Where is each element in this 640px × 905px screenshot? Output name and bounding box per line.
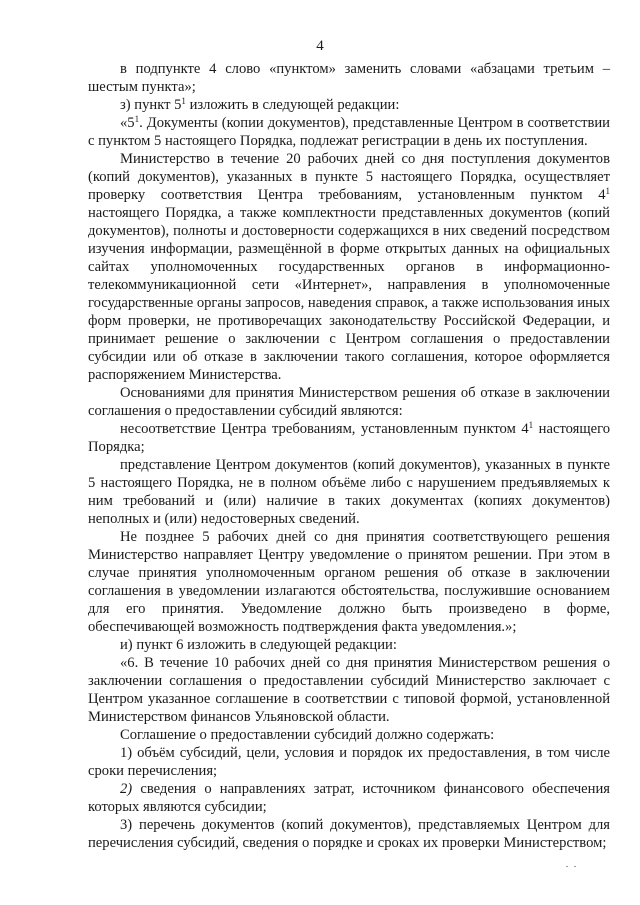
scan-speck: [566, 866, 568, 867]
document-body: [88, 60, 610, 852]
paragraph: «6. В течение 10 рабочих дней со дня принятия Министерством решения о заключении соглашения о предоставлении субсидий Министерство заключает с Центром указанное соглашение в соответствии с типовой формой, установленной Министерством финансов Ульяновской области.: [88, 655, 610, 725]
paragraph: несоответствие Центра требованиям, установленным пунктом $4^1$ настоящего Порядка;: [88, 420, 610, 455]
paragraph: «$5^1$. Документы (копии документов), представленные Центром в соответствии с пунктом 5 настоящего Порядка, подлежат регистрации в день их поступления.: [88, 114, 610, 149]
paragraph: з) пункт $5^1$ изложить в следующей редакции:: [120, 96, 400, 113]
paragraph: 2) сведения о направлениях затрат, источником финансового обеспечения которых являются субсидии;: [88, 781, 610, 815]
paragraph: в подпункте 4 слово «пунктом» заменить словами «абзацами третьим – шестым пункта»;: [88, 61, 610, 95]
paragraph: 1) объём субсидий, цели, условия и порядок их предоставления, в том числе сроки перечисления;: [88, 745, 610, 779]
paragraph: Министерство в течение 20 рабочих дней со дня поступления документов (копий документов), указанных в пункте 5 настоящего Порядка, осуществляет проверку соответствия Центра требованиям, установленным пунктом $4^1$ настоящего Порядка, а также комплектности представленных документов (копий документов), полноты и достоверности содержащихся в них сведений посредством изучения информации, размещённой в форме открытых данных на официальных сайтах уполномоченных государственных органов в информационно-телекоммуникационной сети «Интернет», направления в уполномоченные государственные органы запросов, наведения справок, а также использования иных форм проверки, не противоречащих законодательству Российской Федерации, и принимает решение о заключении с Центром соглашения о предоставлении субсидии или об отказе в заключении такого соглашения, которое оформляется распоряжением Министерства.: [88, 151, 610, 383]
page-number: 4: [316, 38, 324, 54]
scan-speck: [574, 866, 576, 867]
paragraph: и) пункт 6 изложить в следующей редакции:: [120, 637, 397, 653]
paragraph: Не позднее 5 рабочих дней со дня принятия соответствующего решения Министерство направляет Центру уведомление о принятом решении. При этом в случае принятия уполномоченным органом решения об отказе в заключении соглашения в уведомлении излагаются обстоятельства, послужившие основанием для его принятия. Уведомление должно быть произведено в форме, обеспечивающей возможность подтверждения факта уведомления.»;: [88, 529, 610, 635]
paragraph: Основаниями для принятия Министерством решения об отказе в заключении соглашения о предоставлении субсидий являются:: [88, 385, 610, 419]
paragraph: Соглашение о предоставлении субсидий должно содержать:: [120, 727, 495, 743]
paragraph: представление Центром документов (копий документов), указанных в пункте 5 настоящего Порядка, не в полном объёме либо с нарушением предъявляемых к ним требований и (или) наличие в таких документах (копиях документов) неполных и (или) недостоверных сведений.: [88, 457, 610, 527]
paragraph: 3) перечень документов (копий документов), представляемых Центром для перечисления субсидий, сведения о порядке и сроках их проверки Министерством;: [88, 817, 610, 851]
